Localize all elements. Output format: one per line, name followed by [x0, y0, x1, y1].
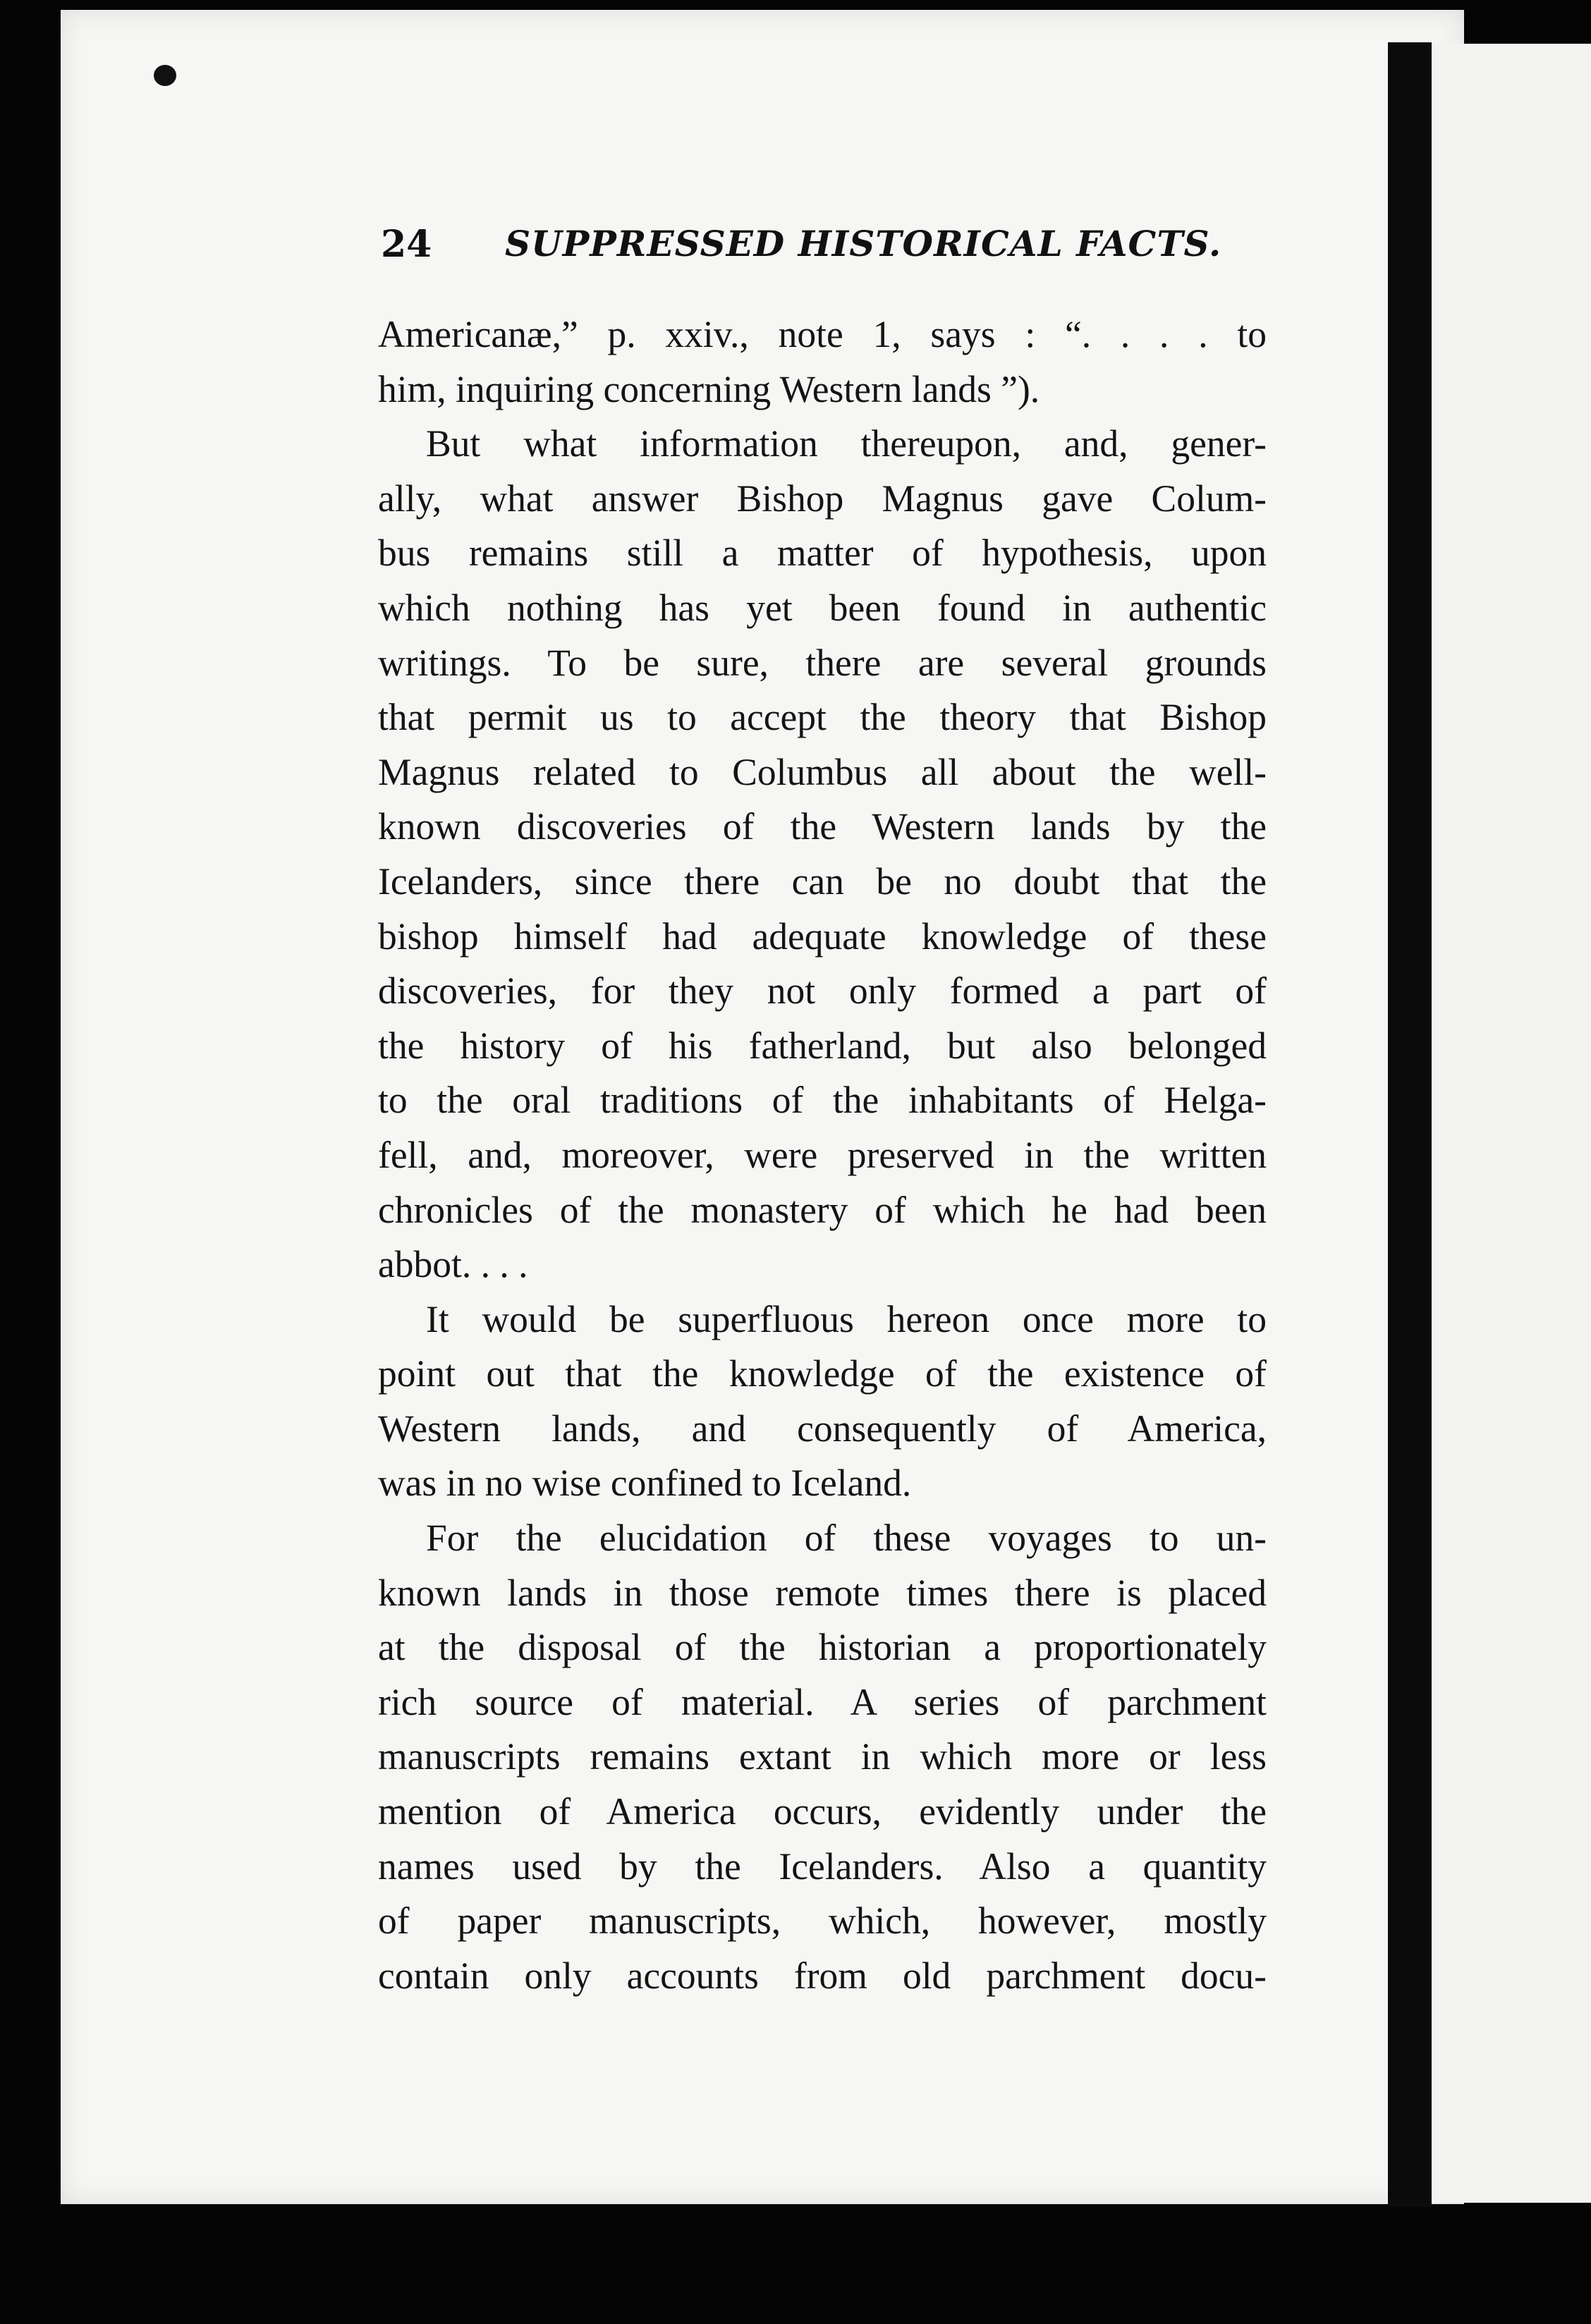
- body-text: [378, 307, 1267, 2003]
- punch-hole: [154, 65, 176, 86]
- paragraph: [378, 1292, 1267, 1511]
- text-line: For the elucidation of these voyages to un-: [426, 1517, 1267, 1560]
- text-line: contain only accounts from old parchment docu-: [378, 1954, 1267, 1997]
- text-line: fell, and, moreover, were preserved in the written: [378, 1133, 1267, 1176]
- text-line: point out that the knowledge of the existence of: [378, 1352, 1267, 1395]
- paragraph: [378, 307, 1267, 417]
- text-line: which nothing has yet been found in authentic: [378, 586, 1267, 629]
- page-number: 24: [381, 223, 432, 266]
- text-line: to the oral traditions of the inhabitants of Helga-: [378, 1079, 1267, 1122]
- text-line: was in no wise confined to Iceland.: [378, 1462, 912, 1505]
- text-line: abbot. . . .: [378, 1243, 528, 1286]
- text-line: Icelanders, since there can be no doubt that the: [378, 860, 1267, 903]
- text-line: Magnus related to Columbus all about the well-: [378, 750, 1267, 793]
- text-line: It would be superfluous hereon once more to: [426, 1297, 1267, 1340]
- text-line: chronicles of the monastery of which he had been: [378, 1188, 1267, 1231]
- facing-page-edge: [1432, 44, 1591, 2203]
- text-line: him, inquiring concerning Western lands ”).: [378, 367, 1040, 410]
- text-line: known lands in those remote times there is placed: [378, 1571, 1267, 1614]
- text-line: bus remains still a matter of hypothesis, upon: [378, 532, 1267, 575]
- text-line: ally, what answer Bishop Magnus gave Colum-: [378, 477, 1267, 520]
- running-title: SUPPRESSED HISTORICAL FACTS.: [505, 223, 1222, 264]
- text-line: the history of his fatherland, but also belonged: [378, 1024, 1267, 1067]
- text-line: at the disposal of the historian a proportionately: [378, 1626, 1267, 1669]
- text-line: Western lands, and consequently of America,: [378, 1407, 1267, 1450]
- page-gutter: [1388, 42, 1432, 2207]
- text-line: mention of America occurs, evidently under the: [378, 1790, 1267, 1833]
- paragraph: [378, 1511, 1267, 2003]
- text-line: of paper manuscripts, which, however, mostly: [378, 1900, 1267, 1943]
- paragraph: [378, 417, 1267, 1292]
- text-line: names used by the Icelanders. Also a quantity: [378, 1845, 1267, 1888]
- text-line: manuscripts remains extant in which more or less: [378, 1735, 1267, 1778]
- text-line: rich source of material. A series of parchment: [378, 1680, 1267, 1723]
- text-line: known discoveries of the Western lands by the: [378, 805, 1267, 848]
- text-line: Americanæ,” p. xxiv., note 1, says : “. . . . to: [378, 313, 1267, 355]
- text-line: writings. To be sure, there are several grounds: [378, 641, 1267, 684]
- page-header: [381, 223, 1298, 279]
- text-line: discoveries, for they not only formed a part of: [378, 970, 1267, 1013]
- text-line: that permit us to accept the theory that Bishop: [378, 696, 1267, 739]
- text-line: bishop himself had adequate knowledge of these: [378, 915, 1267, 958]
- text-line: But what information thereupon, and, gener-: [426, 422, 1267, 465]
